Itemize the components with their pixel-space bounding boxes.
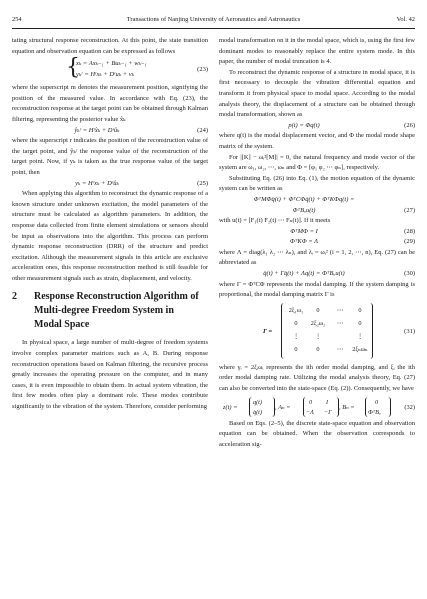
equation-expression: ΦᵀMΦq̈(t) + ΦᵀCΦq̇(t) + ΦᵀKΦq(t) = <box>253 195 355 203</box>
state-vector-label: z(t) = <box>223 403 238 411</box>
matrix-cell: 0 <box>294 345 298 353</box>
page-number: 254 <box>12 16 22 23</box>
b-matrix <box>365 397 391 417</box>
matrix-cell: ⋮ <box>314 332 322 340</box>
paragraph: where γᵢ = 2ξᵢωᵢ represents the ith order modal damping, and ξᵢ the ith order modal damping rate. Utilizing the modal analysis theory, Eq. (27) can also be converted into the state-space (Eq. (2)). Consequently, we have <box>219 363 415 393</box>
equation-27-line1 <box>219 195 415 206</box>
matrix-cell: 2ξ₂ω₂ <box>310 319 326 327</box>
matrix-cell: −Γ <box>324 408 332 416</box>
matrix-cell: ⋯ <box>336 345 344 353</box>
matrix-label: Γ = <box>263 327 273 335</box>
matrix-cell: 2ξₙωₙ <box>352 345 368 353</box>
equation-28 <box>219 227 415 238</box>
state-vector <box>249 397 275 417</box>
paragraph: with u(t) = [F₁(t) F₂(t) ⋯ Fₙ(t)]. If it meets <box>219 217 331 225</box>
volume-label: Vol. 42 <box>396 16 415 23</box>
equation-23 <box>12 57 208 83</box>
equation-expression: ŷₖʳ = Hʳx̂ₖ + Dʳûₖ <box>74 126 120 134</box>
left-column <box>12 36 208 413</box>
paragraph: modal transformation on it in the modal space, which is, using the first few dominant modes to reasonably replace the entire system mode. In this paper, the number of modal truncation is 4. <box>219 37 415 66</box>
equation-number: (25) <box>197 179 208 187</box>
section-title: Response Reconstruction Algorithm of Multi-degree Freedom System in Modal Space <box>34 291 199 331</box>
paragraph: To reconstruct the dynamic response of a structure in modal space, it is first necessary to decouple the vibration differential equation and transform it from physical space to modal space. According to the modal analysis theory, the displacement of a structure can be obtained through modal transformation, shown as <box>219 68 415 119</box>
paragraph: In physical space, a large number of multi-degree of freedom systems involve complex parameter matrices such as A, B. During response reconstruction operations based on Kalman filtering, the recursive process greatly increases the operating pressure on the computer, and in many cases, it is even impossible to obtain them. In actual system vibration, the first few modes often play a dominant role. These modes contribute significantly to the vibration of the system. Therefore, consider performing <box>12 339 208 411</box>
matrix-cell: 0 <box>316 306 320 314</box>
equation-number: (27) <box>404 206 415 214</box>
left-brace: { <box>66 55 80 81</box>
equation-26 <box>219 121 415 132</box>
paragraph: tating structural response reconstruction. At this point, the state transition equation and observation equation can be expressed as follows <box>12 37 208 55</box>
equation-number: (23) <box>197 66 208 74</box>
equation-expression: yₖ = Hʳxₖ + Dʳûₖ <box>75 179 119 187</box>
header-rule <box>12 28 415 29</box>
equation-number: (28) <box>404 227 415 235</box>
state-equation: xₖ = Axₖ₋₁ + Buₖ₋₁ + wₖ₋₁ <box>76 60 147 68</box>
paragraph: When applying this algorithm to reconstruct the dynamic response of a known structure under unknown excitation, the model parameters of the structure must be calculated as algorithm parameters. In addition, the response data collected from finite element simulations or sensors should be input as observations into the algorithm. This process can perform dynamic response reconstruction (DRR) of the structure and predict excitation. Although the measurement signals in this article are exclusive acceleration ones, this response reconstruction method is still feasible for other measurement signals such as strain, displacement, and velocity. <box>12 190 208 282</box>
paragraph: where the superscript m denotes the measurement position, signifying the position of the measured value. In accordance with Eq. (23), the reconstruction response at the target point can be obtained through Kalman filtering, representing the posterior value x̂ₖ <box>12 84 208 123</box>
section-number: 2 <box>12 291 17 303</box>
damping-matrix <box>281 303 373 359</box>
journal-title: Transactions of Nanjing University of Aeronautics and Astronautics <box>126 16 301 23</box>
equation-25 <box>12 179 208 190</box>
matrix-cell: ΦᵀBᵤ <box>368 408 381 416</box>
section-heading <box>12 290 208 332</box>
equation-30 <box>219 269 415 280</box>
equation-31 <box>219 301 415 363</box>
matrix-cell: 0 <box>375 398 379 406</box>
matrix-cell: −Λ <box>306 408 314 416</box>
equation-number: (30) <box>404 270 415 278</box>
paragraph: where Λ = diag(λ₁ λ₂ ⋯ λₙ), and λᵢ = ωᵢ² (i = 1, 2, ⋯, n), Eq. (27) can be abbreviated as <box>219 248 415 267</box>
equation-27-line2 <box>219 206 415 217</box>
equation-number: (29) <box>404 238 415 246</box>
running-header <box>12 14 415 26</box>
equation-32 <box>219 395 415 419</box>
paragraph: Based on Eqs. (2–5), the discrete state-space equation and observation equation can be obtained. When the observation corresponds to acceleration sig- <box>219 419 415 448</box>
equation-24 <box>12 126 208 137</box>
equation-expression: p(t) = Φq(t) <box>288 121 320 129</box>
paragraph: where q(t) is the modal displacement vector, and Φ the modal mode shape matrix of the system. <box>219 132 415 150</box>
observation-equation: yₖʳ = Hʳxₖ + Dʳuₖ + vₖ <box>76 71 135 79</box>
equation-number: (26) <box>404 121 415 129</box>
matrix-cell: I <box>326 398 329 406</box>
matrix-cell: 0 <box>358 319 362 327</box>
matrix-cell: 0 <box>294 319 298 327</box>
a-matrix <box>303 397 339 417</box>
equation-number: (32) <box>404 403 415 411</box>
a-matrix-label: , Aₙ = <box>275 403 291 411</box>
matrix-cell: ⋯ <box>336 306 344 314</box>
equation-expression: ΦᵀMΦ = I <box>290 227 318 235</box>
equation-number: (24) <box>197 126 208 134</box>
matrix-cell: ⋮ <box>356 332 364 340</box>
equation-number: (31) <box>404 327 415 335</box>
b-matrix-label: , Bₙ = <box>339 403 355 411</box>
right-column <box>219 36 415 450</box>
matrix-cell: q(t) <box>253 398 262 406</box>
equation-expression: ΦᵀKΦ = Λ <box>289 238 319 246</box>
paragraph: where the superscript r indicates the position of the reconstruction value of the target point, and ŷₖʳ the response value of the reconstruction of the target point. Now, if yₖ is taken as the true response value of the target point, then <box>12 137 208 176</box>
paragraph: Substituting Eq. (26) into Eq. (1), the motion equation of the dynamic system can be written as <box>219 174 415 193</box>
matrix-cell: 2ξ₁ω₁ <box>288 306 304 314</box>
matrix-cell: q̇(t) <box>253 408 262 416</box>
matrix-cell: ⋯ <box>336 319 344 327</box>
equation-expression: q̈(t) + Γq̇(t) + Λq(t) = ΦᵀBᵤu(t) <box>263 270 345 278</box>
equation-29 <box>219 237 415 248</box>
matrix-cell: ⋮ <box>292 332 300 340</box>
matrix-cell: 0 <box>309 398 313 406</box>
matrix-cell: 0 <box>316 345 320 353</box>
paragraph: where Γ = ΦᵀCΦ represents the modal damping. If the system damping is proportional, the modal damping matrix Γ is <box>219 280 415 299</box>
equation-expression: ΦᵀBᵤu(t) <box>292 206 316 214</box>
paragraph: For |[K] − ωᵢ²[M]| = 0, the natural frequency and mode vector of the system are ω₁, ω₂, ⋯, ωₙ and Φ = [φ₁ φ₂ ⋯ φₙ], respectively. <box>219 153 415 172</box>
matrix-cell: 0 <box>358 306 362 314</box>
